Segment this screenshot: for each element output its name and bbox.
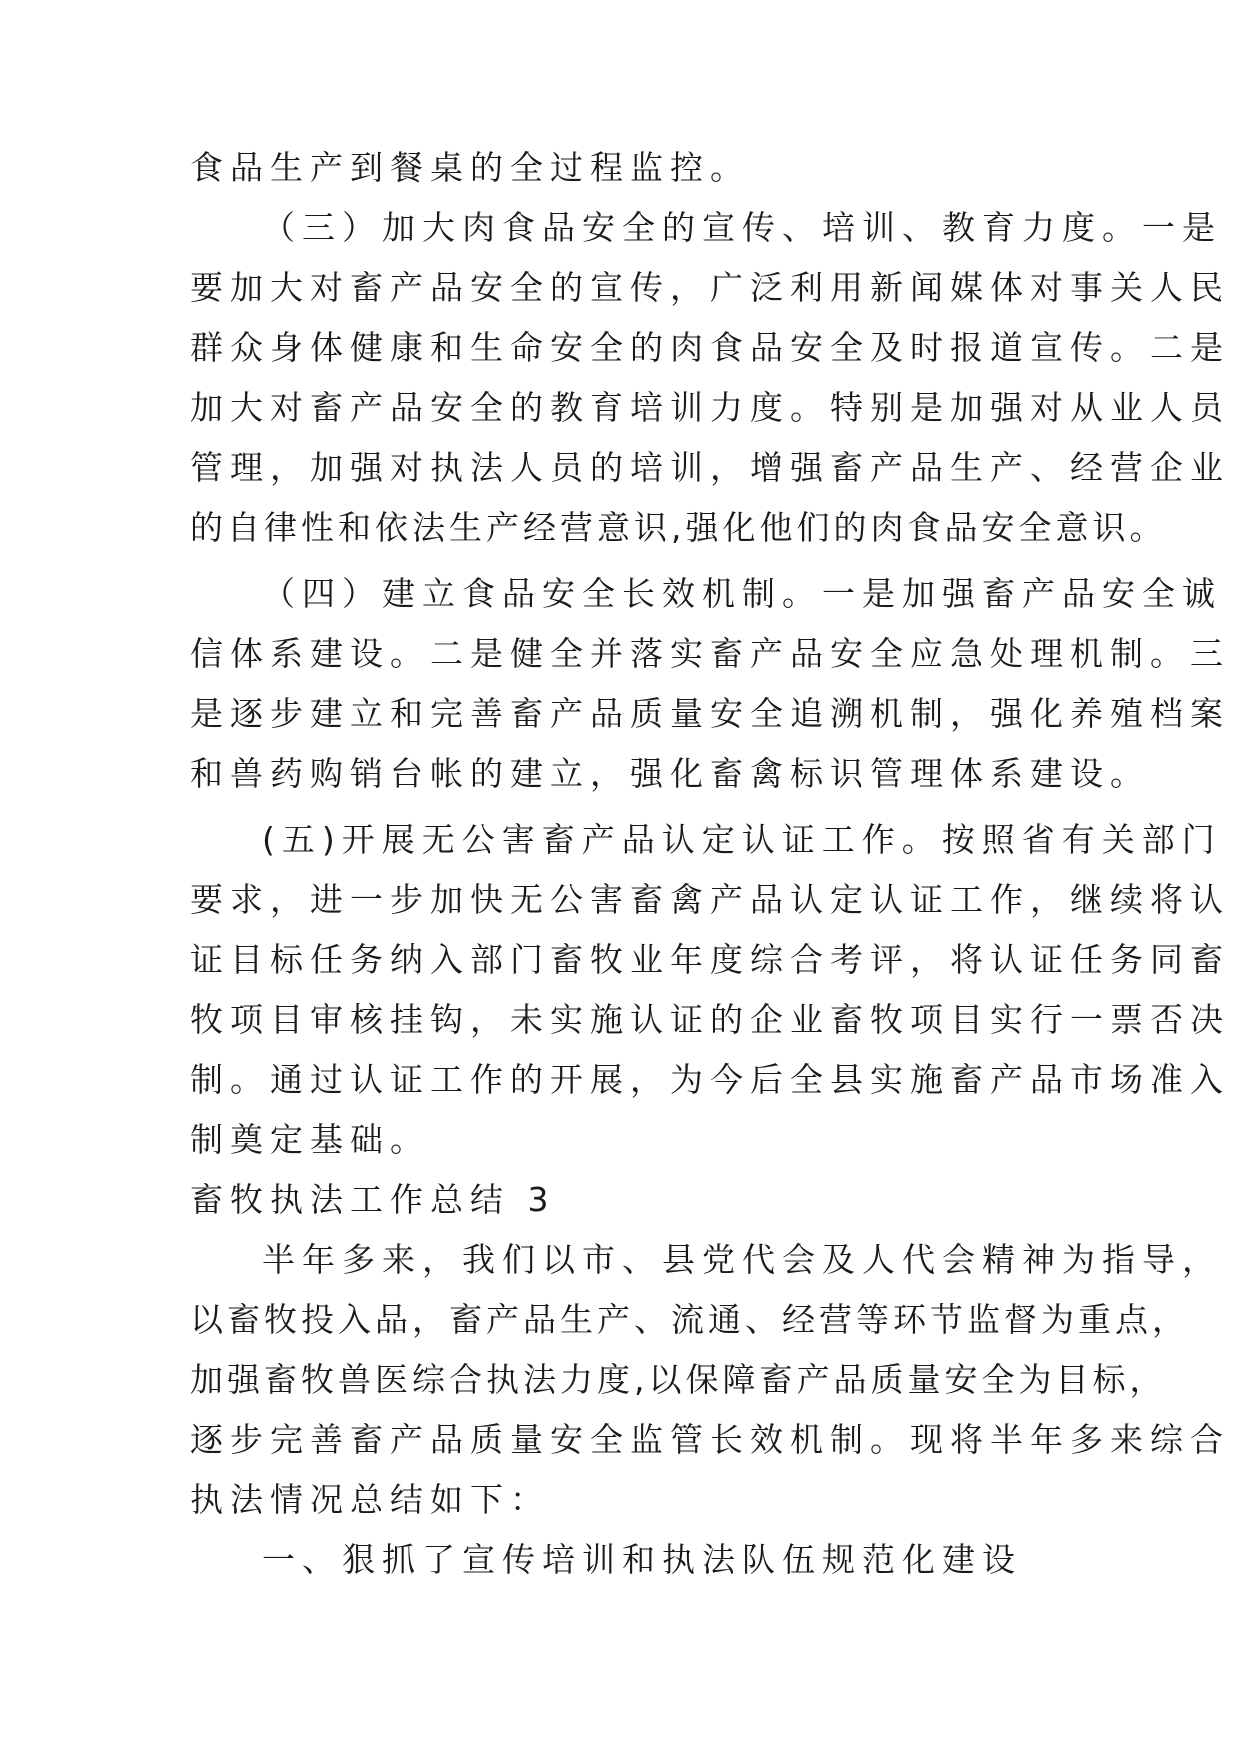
text-line: 制奠定基础。	[190, 1120, 430, 1159]
document-title: 畜牧执法工作总结 3	[190, 1180, 556, 1219]
text-line: 加强畜牧兽医综合执法力度,以保障畜产品质量安全为目标，	[190, 1360, 1167, 1399]
text-line: 执法情况总结如下：	[190, 1480, 550, 1519]
text-line: 半年多来，我们以市、县党代会及人代会精神为指导，	[262, 1240, 1222, 1279]
text-line: 逐步完善畜产品质量安全监管长效机制。现将半年多来综合	[190, 1420, 1230, 1459]
text-line: 牧项目审核挂钩，未实施认证的企业畜牧项目实行一票否决	[190, 1000, 1230, 1039]
text-line: 信体系建设。二是健全并落实畜产品安全应急处理机制。三	[190, 634, 1230, 673]
section-heading-3: （三）加大肉食品安全的宣传、培训、教育力度。一是	[262, 208, 1222, 247]
text-line: 制。通过认证工作的开展，为今后全县实施畜产品市场准入	[190, 1060, 1230, 1099]
section-heading-5: (五)开展无公害畜产品认定认证工作。按照省有关部门	[262, 820, 1222, 859]
text-line: 要求，进一步加快无公害畜禽产品认定认证工作，继续将认	[190, 880, 1230, 919]
text-line: 要加大对畜产品安全的宣传，广泛利用新闻媒体对事关人民	[190, 268, 1230, 307]
text-line: 和兽药购销台帐的建立，强化畜禽标识管理体系建设。	[190, 754, 1150, 793]
text-line: 加大对畜产品安全的教育培训力度。特别是加强对从业人员	[190, 388, 1230, 427]
text-line: 的自律性和依法生产经营意识,强化他们的肉食品安全意识。	[190, 508, 1167, 547]
text-line: 群众身体健康和生命安全的肉食品安全及时报道宣传。二是	[190, 328, 1230, 367]
text-line: 食品生产到餐桌的全过程监控。	[190, 148, 750, 187]
section-heading-1: 一、狠抓了宣传培训和执法队伍规范化建设	[262, 1540, 1022, 1579]
text-line: 证目标任务纳入部门畜牧业年度综合考评，将认证任务同畜	[190, 940, 1230, 979]
text-line: 管理，加强对执法人员的培训，增强畜产品生产、经营企业	[190, 448, 1230, 487]
text-line: 以畜牧投入品，畜产品生产、流通、经营等环节监督为重点，	[190, 1300, 1189, 1339]
section-heading-4: （四）建立食品安全长效机制。一是加强畜产品安全诚	[262, 574, 1222, 613]
text-line: 是逐步建立和完善畜产品质量安全追溯机制，强化养殖档案	[190, 694, 1230, 733]
